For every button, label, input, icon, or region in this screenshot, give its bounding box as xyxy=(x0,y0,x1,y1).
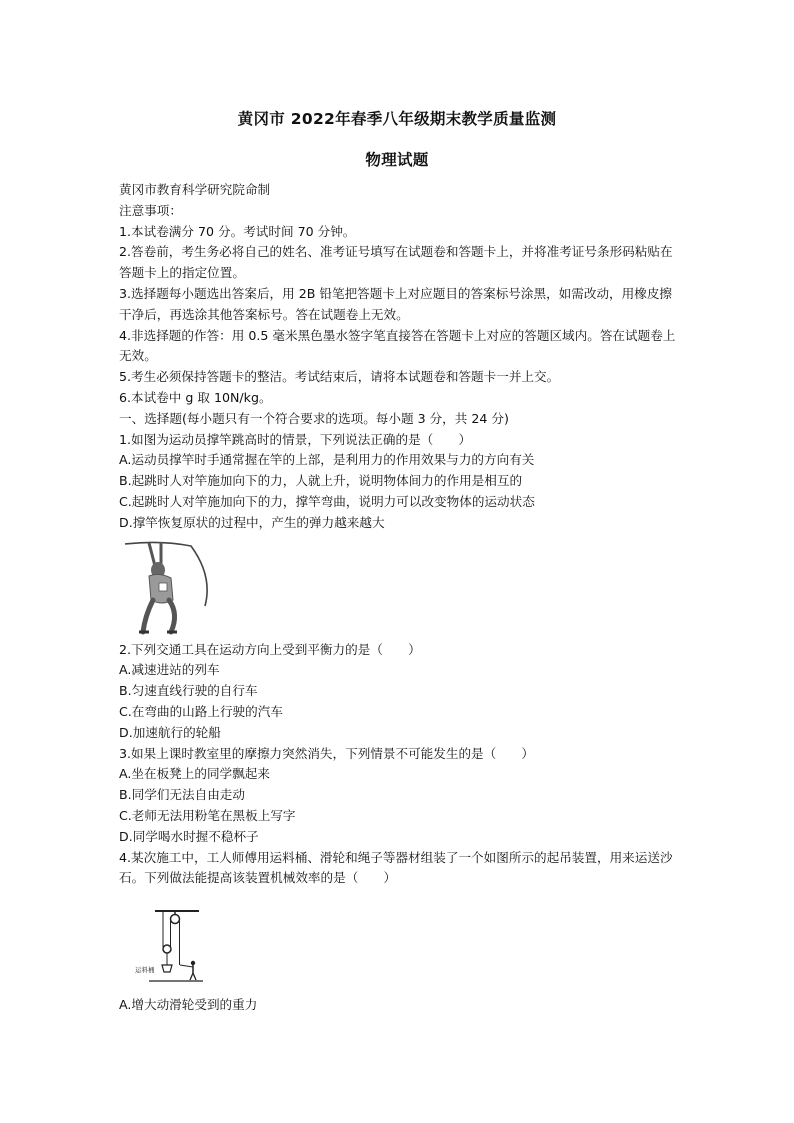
pulley-figure xyxy=(133,905,213,985)
question-3-option: D.同学喝水时握不稳杯子 xyxy=(119,828,259,844)
note-item: 1.本试卷满分 70 分。考试时间 70 分钟。 xyxy=(119,223,356,239)
pole-vault-figure xyxy=(121,536,213,636)
note-item: 3.选择题每小题选出答案后，用 2B 铅笔把答题卡上对应题目的答案标号涂黑，如需改动，用橡皮擦干净后，再选涂其他答案标号。答在试题卷上无效。 xyxy=(119,285,673,322)
exam-body xyxy=(119,180,679,1016)
note-item: 2.答卷前，考生务必将自己的姓名、准考证号填写在试题卷和答题卡上，并将准考证号条形码粘贴在答题卡上的指定位置。 xyxy=(119,244,673,281)
question-2-option: A.减速进站的列车 xyxy=(119,662,220,678)
exam-subtitle: 物理试题 xyxy=(365,151,429,169)
note-item: 4.非选择题的作答：用 0.5 毫米黑色墨水签字笔直接答在答题卡上对应的答题区域内。答在试题卷上无效。 xyxy=(119,327,676,364)
question-1-option: D.撑竿恢复原状的过程中，产生的弹力越来越大 xyxy=(119,514,385,530)
question-2-option: D.加速航行的轮船 xyxy=(119,724,221,740)
question-1-option: B.起跳时人对竿施加向下的力，人就上升，说明物体间力的作用是相互的 xyxy=(119,473,523,489)
question-2-option: C.在弯曲的山路上行驶的汽车 xyxy=(119,703,283,719)
question-2-option: B.匀速直线行驶的自行车 xyxy=(119,683,258,699)
question-1-option: C.起跳时人对竿施加向下的力，撑竿弯曲，说明力可以改变物体的运动状态 xyxy=(119,493,535,509)
question-3-option: B.同学们无法自由走动 xyxy=(119,787,245,803)
question-2-stem: 2.下列交通工具在运动方向上受到平衡力的是（ ） xyxy=(119,641,421,657)
question-3-option: A.坐在板凳上的同学飘起来 xyxy=(119,766,270,782)
section-heading: 一、选择题(每小题只有一个符合要求的选项。每小题 3 分，共 24 分) xyxy=(119,410,509,426)
exam-title: 黄冈市 2022年春季八年级期末教学质量监测 xyxy=(237,110,557,128)
question-3-option: C.老师无法用粉笔在黑板上写字 xyxy=(119,807,296,823)
question-1-option: A.运动员撑竿时手通常握在竿的上部，是利用力的作用效果与力的方向有关 xyxy=(119,452,535,468)
author-line: 黄冈市教育科学研究院命制 xyxy=(119,182,271,197)
bucket-label: 运料桶 xyxy=(135,966,155,975)
notes-heading: 注意事项： xyxy=(119,202,182,218)
question-1-stem: 1.如图为运动员撑竿跳高时的情景，下列说法正确的是（ ） xyxy=(119,431,472,447)
note-item: 6.本试卷中 g 取 10N/kg。 xyxy=(119,389,272,405)
note-item: 5.考生必须保持答题卡的整洁。考试结束后，请将本试题卷和答题卡一并上交。 xyxy=(119,369,560,385)
question-4-stem: 4.某次施工中，工人师傅用运料桶、滑轮和绳子等器材组装了一个如图所示的起吊装置，用来运送沙石。下列做法能提高该装置机械效率的是（ ） xyxy=(119,849,673,886)
question-3-stem: 3.如果上课时教室里的摩擦力突然消失，下列情景不可能发生的是（ ） xyxy=(119,745,535,761)
question-4-option: A.增大动滑轮受到的重力 xyxy=(119,997,258,1013)
